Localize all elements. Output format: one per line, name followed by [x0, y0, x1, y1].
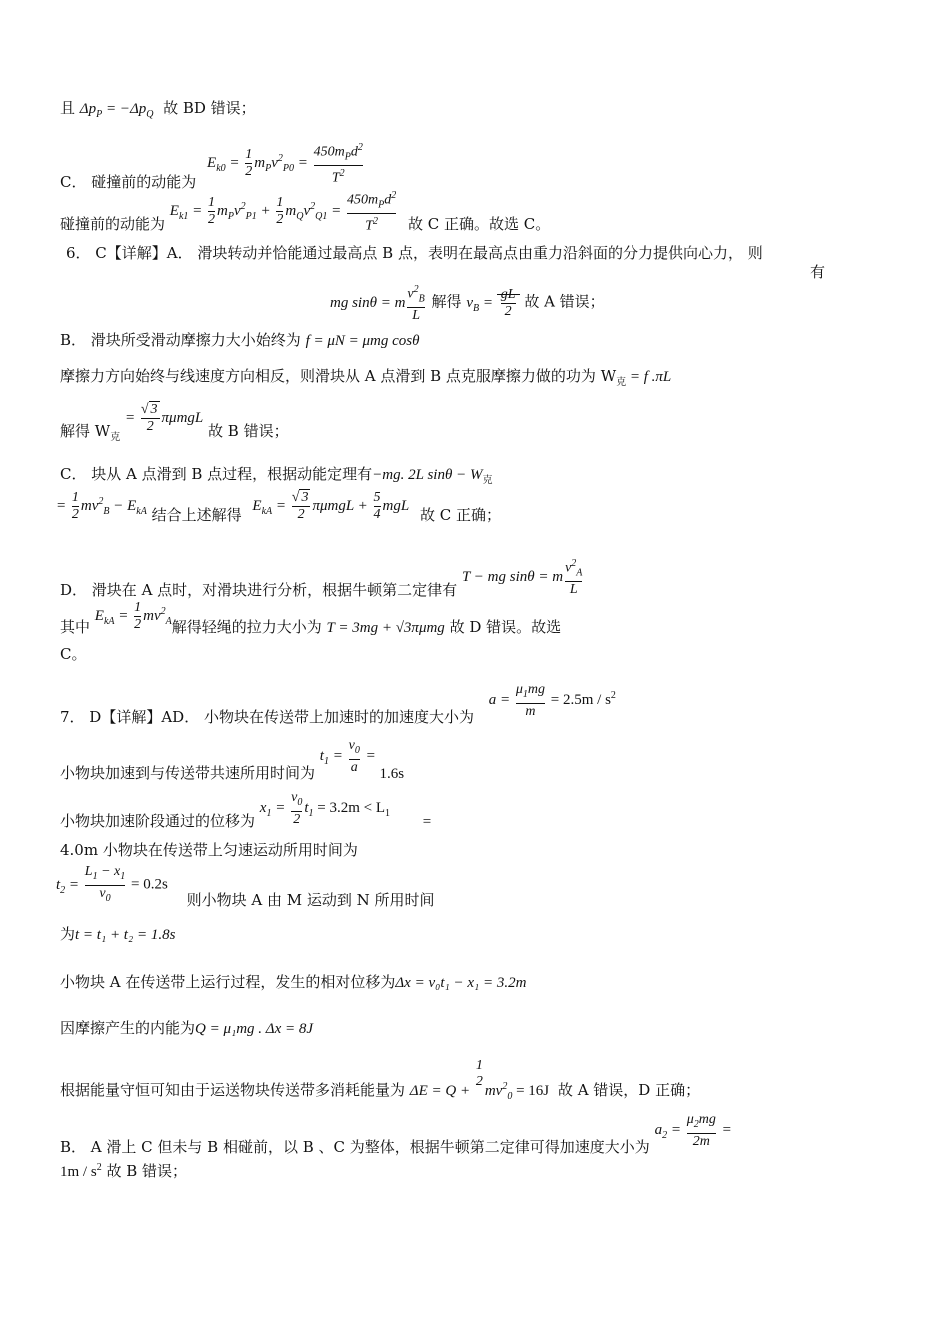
newton-eq: T − mg sinθ = m $\frac{v^2_A}{L}$ [461, 558, 583, 598]
a2-eq: $a_2$ = $\frac{\mu_2mg}{2m}$ = [654, 1112, 732, 1149]
eka-def: $E_{kA}$ = $\frac{1}{2}$ $mv^2_A$ [94, 600, 172, 632]
line-4 [66, 243, 763, 263]
l9-sub: 克 [482, 475, 493, 486]
line-11 [60, 556, 584, 598]
line-8 [60, 402, 289, 443]
l24-tail: 故 B 错误； [106, 1162, 188, 1180]
wk-formula: = $\frac{√ 3}{2}$ πμmgL [124, 402, 204, 434]
energy-val: = 16J [516, 1083, 550, 1100]
line-20 [60, 972, 526, 993]
line-12 [60, 600, 562, 636]
line-6 [60, 330, 420, 351]
line-17 [60, 840, 358, 860]
l3-tail: 故 C 正确。故选 C。 [408, 215, 551, 233]
l2-text: C． 碰撞前的动能为 [60, 173, 197, 191]
l5-tail: 故 A 错误； [524, 292, 605, 311]
t-total-eq: t = t₁ + t₂ = 1.8s [75, 927, 176, 943]
t1-val: 1.6s [379, 766, 405, 783]
l3-text: 碰撞前的动能为 [60, 215, 166, 233]
friction-eq: f = μN = μmg cosθ [305, 333, 420, 349]
l23-text: B． A 滑上 C 但未与 B 相碰前，以 B 、C 为整体，根据牛顿第二定律可得加速度大小为 [60, 1138, 650, 1157]
line-16 [60, 790, 432, 831]
vb-formula: $v_B$ = $\frac{gL}{2}$ [466, 295, 519, 311]
l9-eq: −mg. 2L sinθ − W [372, 467, 483, 483]
l19-text: 为 [60, 925, 76, 943]
line-23 [60, 1112, 732, 1157]
heat-eq: Q = μ₁mg . Δx = 8J [195, 1021, 314, 1037]
x1-eq: $x_1$ = $\frac{v_0}{2}$ $t_1$ [259, 790, 314, 827]
l12-pre: 其中 [60, 617, 91, 636]
l21-text: 因摩擦产生的内能为 [60, 1019, 196, 1037]
line-15 [60, 738, 405, 783]
x1-val: = $3.2m < L_1$ [313, 800, 390, 820]
energy-eq: ΔE = Q + 1 2 $mv^2_0$ [409, 1058, 513, 1103]
accel-eq: a = $\frac{\mu_1mg}{m}$ [488, 682, 546, 719]
l11-text: D． 滑块在 A 点时，对滑块进行分析，根据牛顿第二定律有 [60, 580, 458, 599]
l16-text: 小物块加速阶段通过的位移为 [60, 812, 256, 831]
kinetic-eq: = $\frac{1}{2}$ $mv^2_B - E_{kA}$ [56, 490, 147, 522]
l1-tail: 故 BD 错误； [163, 99, 256, 117]
a2-unit: $1m / s^2$ [60, 1162, 102, 1180]
line-18 [56, 864, 435, 907]
l18-tail: 则小物块 A 由 M 运动到 N 所用时间 [186, 890, 435, 909]
l8-sub: 克 [110, 431, 121, 443]
l7-eq: = f .πL [626, 369, 672, 385]
line-4b [810, 262, 825, 282]
l22-tail: 故 A 错误，D 正确； [557, 1081, 701, 1100]
line-9 [60, 464, 492, 491]
tension-eq: T = 3mg + √3πμmg [326, 619, 445, 636]
line-13 [60, 644, 86, 664]
l4-tail: 有 [810, 263, 826, 281]
l4-text: 6． C【详解】A． 滑块转动并恰能通过最高点 B 点，表明在最高点由重力沿斜面的分力提供向心力， 则 [66, 244, 763, 262]
line-2 [60, 140, 365, 191]
l13-text: C。 [60, 645, 87, 663]
l1-pre: 且 [60, 99, 76, 117]
t2-eq: $t_2$ = $\frac{L_1 - x_1}{v_0}$ [56, 877, 127, 893]
l15-text: 小物块加速到与传送带共速所用时间为 [60, 764, 316, 783]
l7-text: 摩擦力方向始终与线速度方向相反，则滑块从 A 点滑到 B 点克服摩擦力做的功为 W [60, 367, 617, 385]
line-3 [60, 188, 550, 235]
line-7 [60, 366, 671, 393]
x1-eq-tail: = [422, 814, 432, 831]
dx-eq: Δx = v₀t₁ − x₁ = 3.2m [395, 975, 527, 991]
l6-text: B． 滑块所受滑动摩擦力大小始终为 [60, 331, 301, 349]
momentum-eq: $\Delta p_P = -\Delta p_Q$ [79, 101, 154, 120]
l5-mid: 解得 [431, 292, 462, 311]
centripetal-eq: mg sinθ = m $\frac{v^2_B}{L}$ [330, 284, 425, 324]
l8-pre: 解得 W [60, 421, 111, 440]
line-14 [60, 682, 616, 727]
ek1-formula: $E_{k1}$ = $\frac{1}{2}$ $m_Pv^2_{P1}$ + $\frac{1}{2}$ $m_Qv^2_{Q1}$ = $\frac{450m_Pd^2}{T^2}$ [169, 190, 397, 235]
l10-tail: 故 C 正确； [419, 505, 501, 524]
l12-tail: 故 D 错误。故选 [449, 617, 562, 636]
line-1 [60, 98, 256, 125]
l12-mid: 解得轻绳的拉力大小为 [171, 617, 322, 636]
line-10 [56, 490, 501, 523]
l8-tail: 故 B 错误； [208, 421, 289, 440]
l7-sub: 克 [616, 377, 627, 388]
t2-val: = 0.2s [127, 876, 168, 893]
line-22 [60, 1058, 701, 1103]
l22-text: 根据能量守恒可知由于运送物块传送带多消耗能量为 [60, 1081, 406, 1100]
l14-text: 7． D【详解】AD． 小物块在传送带上加速时的加速度大小为 [60, 708, 474, 727]
line-19 [60, 924, 175, 945]
t1-eq: $t_1$ = $\frac{v_0}{a}$ = [319, 738, 380, 775]
accel-val: = $2.5m / s^2$ [547, 690, 616, 709]
l20-text: 小物块 A 在传送带上运行过程，发生的相对位移为 [60, 973, 396, 991]
ek0-formula: $E_{k0}$ = $\frac{1}{2}$ $m_Pv^2_{P0}$ = $\frac{450m_Pd^2}{T^2}$ [207, 142, 363, 187]
line-24 [60, 1158, 187, 1182]
l9-text: C． 块从 A 点滑到 B 点过程，根据动能定理有 [60, 465, 373, 483]
line-5 [330, 282, 605, 324]
l17-text: 4.0m 小物块在传送带上匀速运动所用时间为 [60, 841, 358, 859]
line-21 [60, 1018, 313, 1039]
l10-mid: 结合上述解得 [151, 505, 242, 524]
eka-formula: $E_{kA}$ = $\frac{√ 3}{2}$ πμmgL + $\frac{5}{4}$ mgL [252, 490, 410, 522]
